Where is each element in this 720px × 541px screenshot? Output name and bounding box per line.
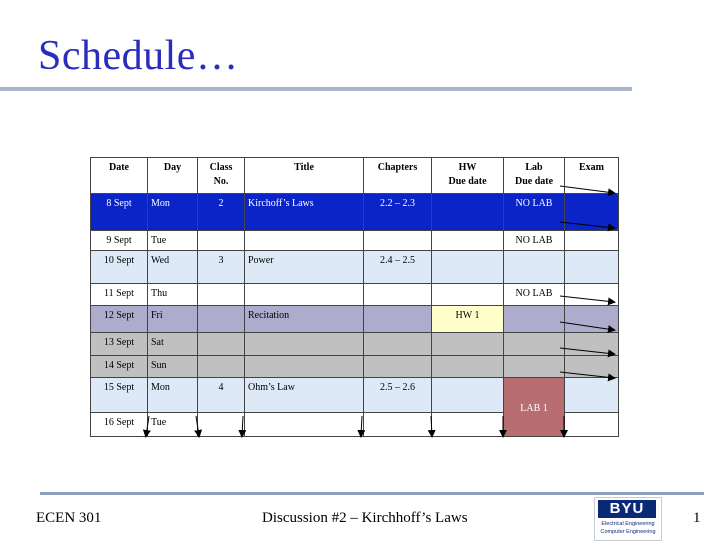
cell-day: Wed: [148, 251, 198, 284]
header-class-no: [198, 158, 245, 194]
cell-title: Ohm’s Law: [245, 378, 364, 413]
header-chapters: [364, 158, 432, 194]
header-date: [91, 158, 148, 194]
header-hw-label: HW: [458, 162, 477, 173]
cell-date: 12 Sept: [91, 306, 148, 333]
cell-title: Kirchoff’s Laws: [245, 194, 364, 231]
table-header-row: [91, 158, 619, 194]
cell-class-no: 4: [198, 378, 245, 413]
table-row: [91, 356, 619, 378]
cell-hw: [432, 413, 504, 437]
cell-day: Mon: [148, 194, 198, 231]
page-number: 1: [693, 510, 701, 526]
cell-date: 13 Sept: [91, 333, 148, 356]
cell-lab: NO LAB: [504, 194, 565, 231]
header-date-label: Date: [109, 162, 129, 173]
cell-title: [245, 413, 364, 437]
cell-exam: [565, 333, 619, 356]
cell-chapters: [364, 306, 432, 333]
cell-exam: [565, 284, 619, 306]
cell-exam: [565, 231, 619, 251]
cell-hw: [432, 251, 504, 284]
header-hw-label-2: Due date: [448, 176, 487, 187]
header-title: [245, 158, 364, 194]
cell-chapters: [364, 356, 432, 378]
cell-exam: [565, 306, 619, 333]
footer-course: ECEN 301: [36, 510, 102, 526]
cell-date: 14 Sept: [91, 356, 148, 378]
cell-class-no: [198, 333, 245, 356]
cell-date: 15 Sept: [91, 378, 148, 413]
logo-line-1: Electrical Engineering: [601, 521, 655, 527]
table-row: [91, 194, 619, 231]
cell-exam: [565, 413, 619, 437]
cell-day: Fri: [148, 306, 198, 333]
header-exam-label: Exam: [579, 162, 604, 173]
cell-date: 9 Sept: [91, 231, 148, 251]
cell-lab: NO LAB: [504, 231, 565, 251]
cell-class-no: [198, 413, 245, 437]
cell-chapters: 2.2 – 2.3: [364, 194, 432, 231]
cell-date: 10 Sept: [91, 251, 148, 284]
cell-title: [245, 333, 364, 356]
cell-exam: [565, 251, 619, 284]
footer-divider: [40, 492, 704, 495]
cell-date: 16 Sept: [91, 413, 148, 437]
cell-class-no: [198, 284, 245, 306]
cell-hw: [432, 284, 504, 306]
cell-hw: [432, 194, 504, 231]
cell-class-no: [198, 306, 245, 333]
header-lab-label-2: Due date: [514, 176, 554, 187]
header-title-label: Title: [294, 162, 314, 173]
logo-mark: BYU: [598, 500, 656, 518]
table-row: [91, 231, 619, 251]
cell-lab-due: LAB 1: [504, 378, 565, 437]
cell-chapters: [364, 413, 432, 437]
cell-title: [245, 231, 364, 251]
cell-exam: [565, 194, 619, 231]
title-divider: [0, 87, 632, 91]
cell-hw: [432, 356, 504, 378]
table-row: [91, 251, 619, 284]
cell-day: Sun: [148, 356, 198, 378]
cell-day: Tue: [148, 413, 198, 437]
header-class-label: Class: [209, 162, 233, 173]
table-row: [91, 333, 619, 356]
header-day: [148, 158, 198, 194]
cell-title: Power: [245, 251, 364, 284]
cell-chapters: 2.5 – 2.6: [364, 378, 432, 413]
cell-class-no: [198, 356, 245, 378]
schedule-table: [90, 157, 619, 437]
cell-date: 8 Sept: [91, 194, 148, 231]
cell-title: [245, 284, 364, 306]
cell-chapters: [364, 231, 432, 251]
header-lab-label: Lab: [525, 162, 543, 173]
cell-date: 11 Sept: [91, 284, 148, 306]
table-row: [91, 306, 619, 333]
cell-lab: NO LAB: [504, 284, 565, 306]
slide-title: Schedule…: [38, 33, 239, 79]
header-exam: [565, 158, 619, 194]
footer-topic: Discussion #2 – Kirchhoff’s Laws: [262, 510, 468, 526]
header-chapters-label: Chapters: [377, 162, 418, 173]
cell-day: Mon: [148, 378, 198, 413]
header-day-label: Day: [163, 162, 182, 173]
table-row: [91, 284, 619, 306]
cell-lab: [504, 306, 565, 333]
logo-line-2: Computer Engineering: [600, 529, 656, 535]
cell-chapters: [364, 284, 432, 306]
cell-class-no: [198, 231, 245, 251]
cell-hw: [432, 333, 504, 356]
header-class-label-2: No.: [213, 176, 229, 187]
cell-chapters: 2.4 – 2.5: [364, 251, 432, 284]
cell-hw: HW 1: [432, 306, 504, 333]
cell-chapters: [364, 333, 432, 356]
table-row: [91, 378, 619, 413]
cell-lab: [504, 251, 565, 284]
cell-hw: [432, 378, 504, 413]
cell-exam: [565, 356, 619, 378]
byu-logo: [594, 497, 662, 541]
cell-day: Sat: [148, 333, 198, 356]
header-hw: [432, 158, 504, 194]
cell-lab: [504, 356, 565, 378]
cell-title: Recitation: [245, 306, 364, 333]
cell-lab: [504, 333, 565, 356]
cell-class-no: 3: [198, 251, 245, 284]
cell-exam: [565, 378, 619, 413]
header-lab: [504, 158, 565, 194]
cell-day: Tue: [148, 231, 198, 251]
cell-day: Thu: [148, 284, 198, 306]
cell-class-no: 2: [198, 194, 245, 231]
cell-title: [245, 356, 364, 378]
cell-hw: [432, 231, 504, 251]
